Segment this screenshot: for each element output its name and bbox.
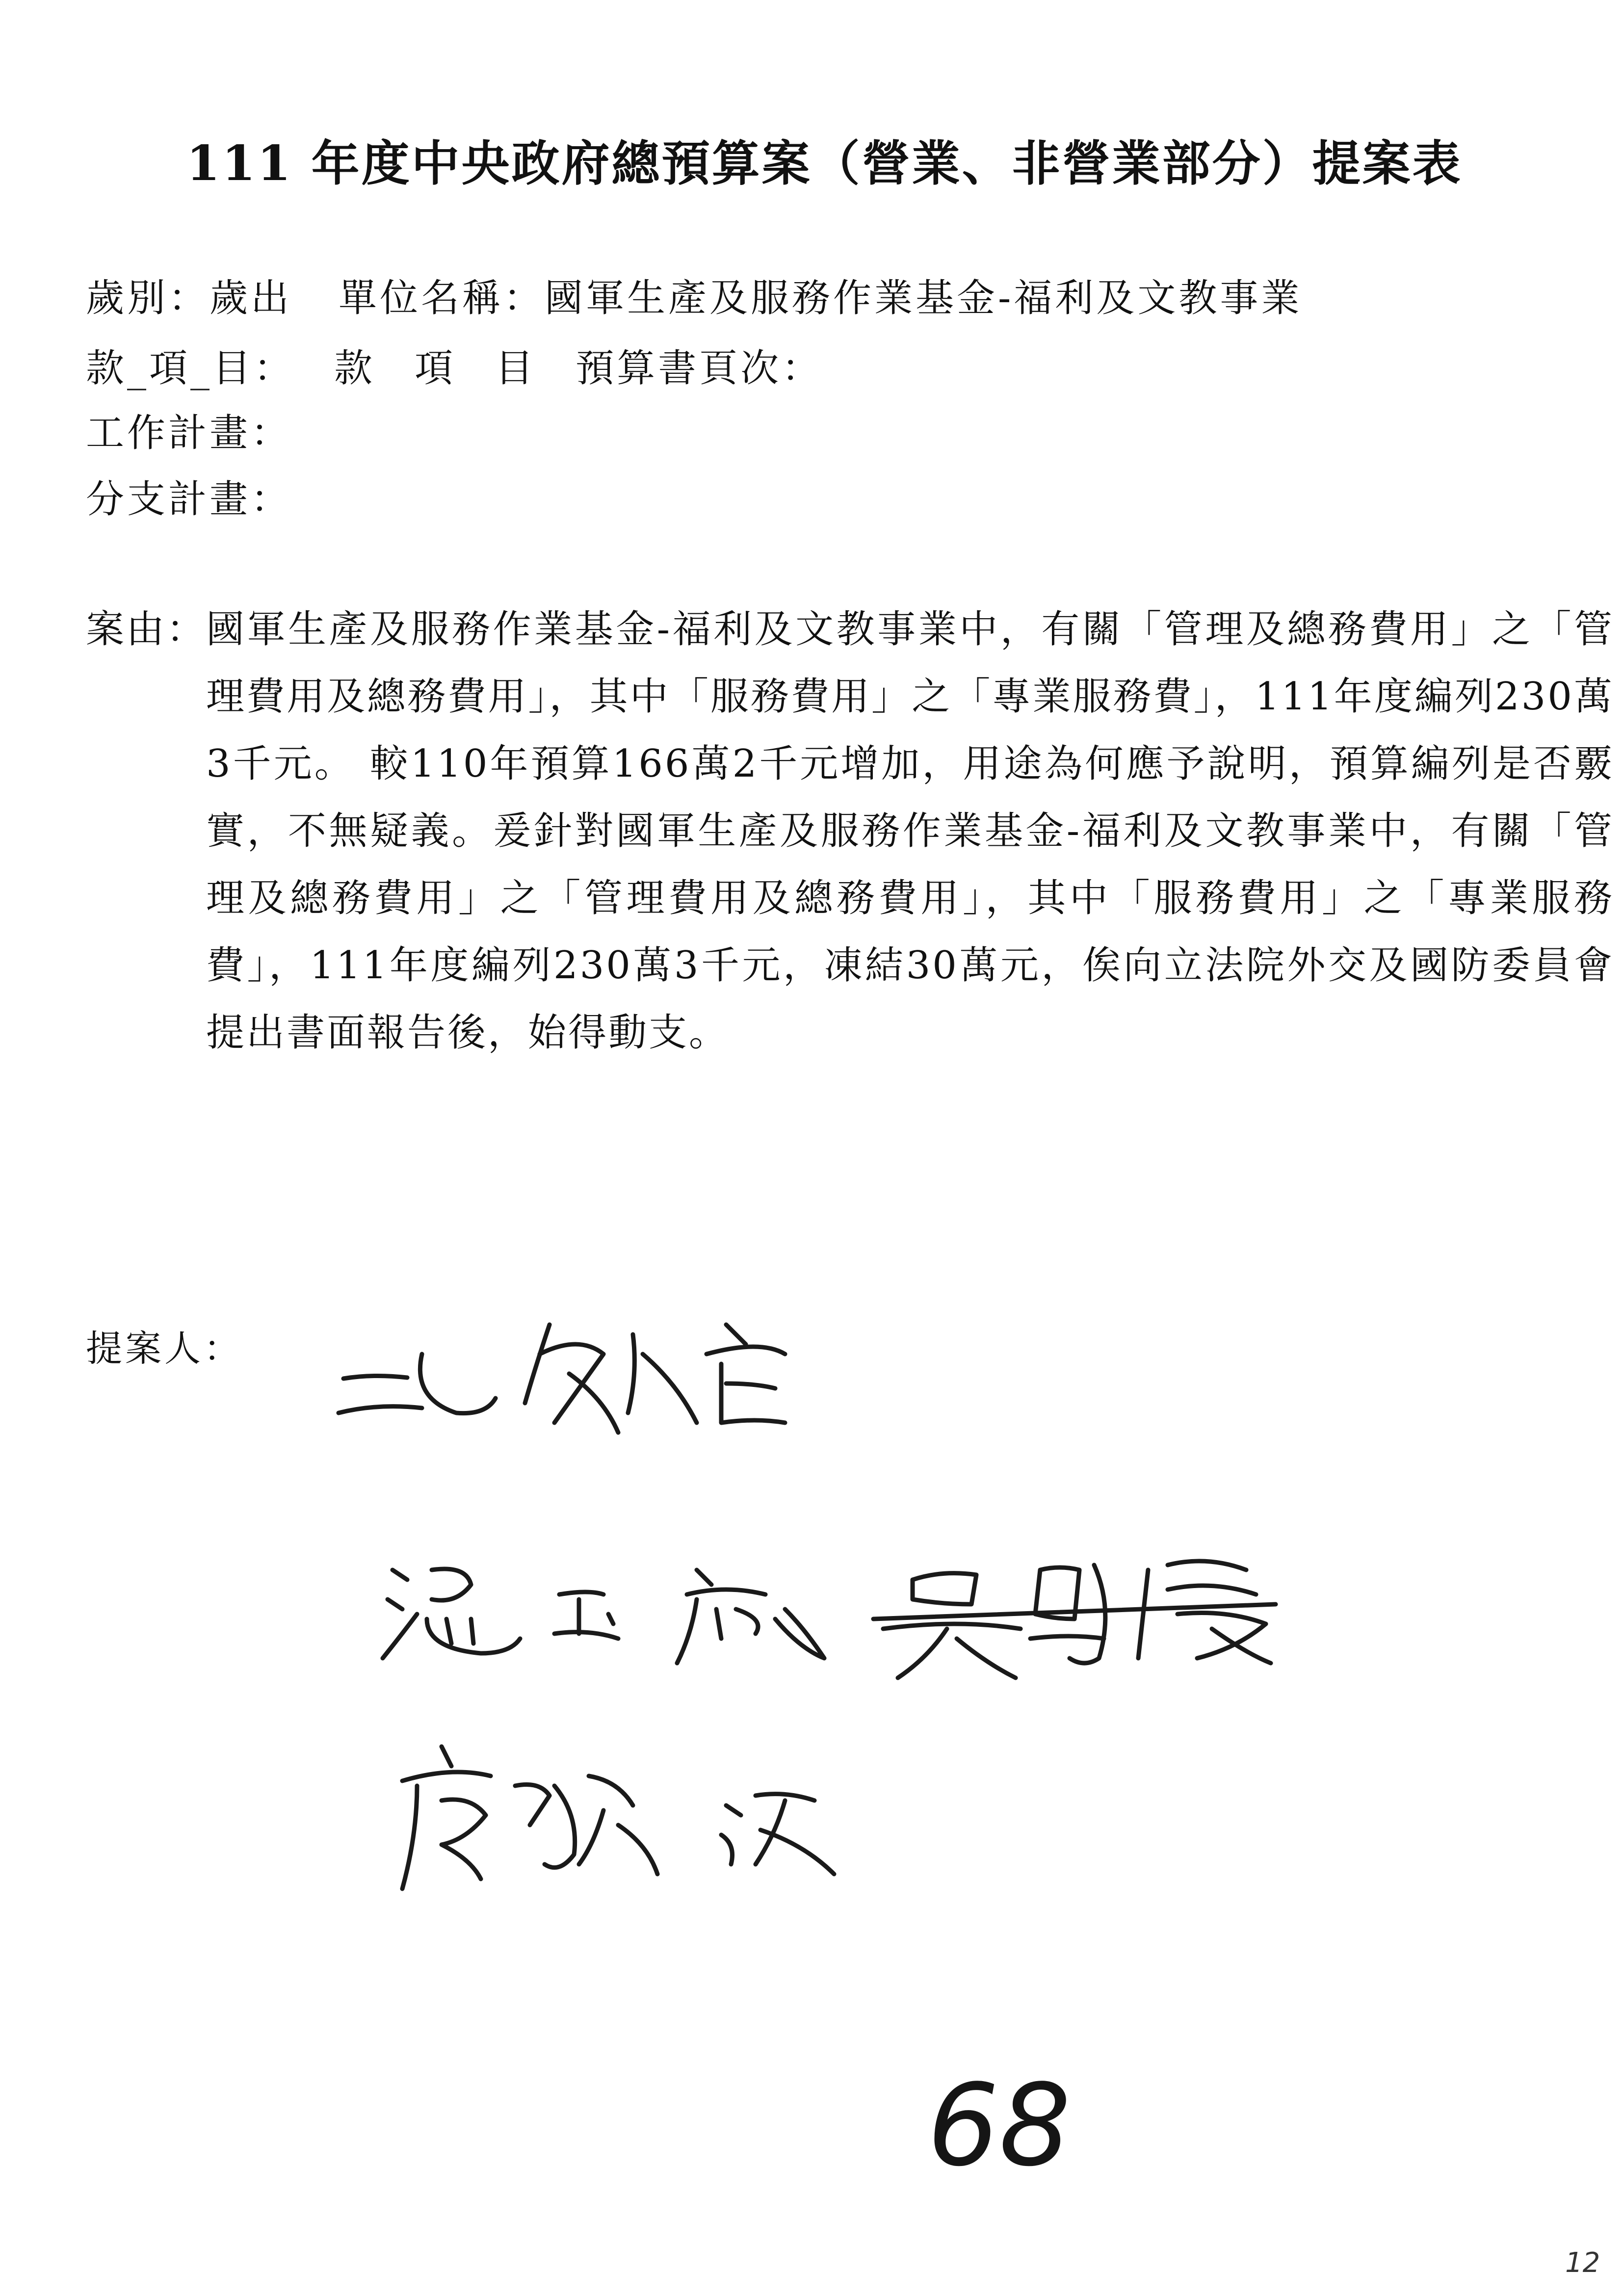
signature-4 [402,1747,834,1889]
reason-text: 國軍生產及服務作業基金-福利及文教事業中，有關「管理及總務費用」之「管理費用及總務費用」，其中「服務費用」之「專業服務費」，111年度編列230萬3千元。 較110年預算166萬2千元增加，用途為何應予說明，預算編列是否覈實，不無疑義。爰針對國軍生產及服務作業基金-福利及文教事業中，有關「管理及總務費用」之「管理費用及總務費用」，其中「服務費用」之「專業服務費」，111年度編列230萬3千元，凍結30萬元，俟向立法院外交及國防委員會提出書面報告後，始得動支。 [206,607,1614,1055]
corner-page-mark: 12 [1565,2247,1600,2279]
proposer-label: 提案人： [86,1328,243,1370]
mu-field: 目 [495,346,537,391]
handwritten-page-number: 68 [927,2061,1071,2192]
category-label: 歲別： [86,276,210,320]
work-plan-label: 工作計畫： [86,411,292,455]
sub-plan-label: 分支計畫： [86,477,292,522]
unit-label: 單位名稱： [339,276,545,320]
document-title: 111 年度中央政府總預算案（營業、非營業部分）提案表 [186,135,1463,192]
signature-2 [383,1569,824,1663]
kuan-field: 款 [334,346,376,391]
category-value: 歲出 [210,276,292,320]
page-ref-label: 預算書頁次： [576,346,823,391]
unit-value: 國軍生產及服務作業基金-福利及文教事業 [545,276,1303,320]
signature-3 [873,1561,1276,1678]
reason-label: 案由： [86,607,207,652]
signature-1 [339,1325,785,1433]
xiang-field: 項 [415,346,456,391]
kxm-label: 款_項_目： [86,346,295,391]
